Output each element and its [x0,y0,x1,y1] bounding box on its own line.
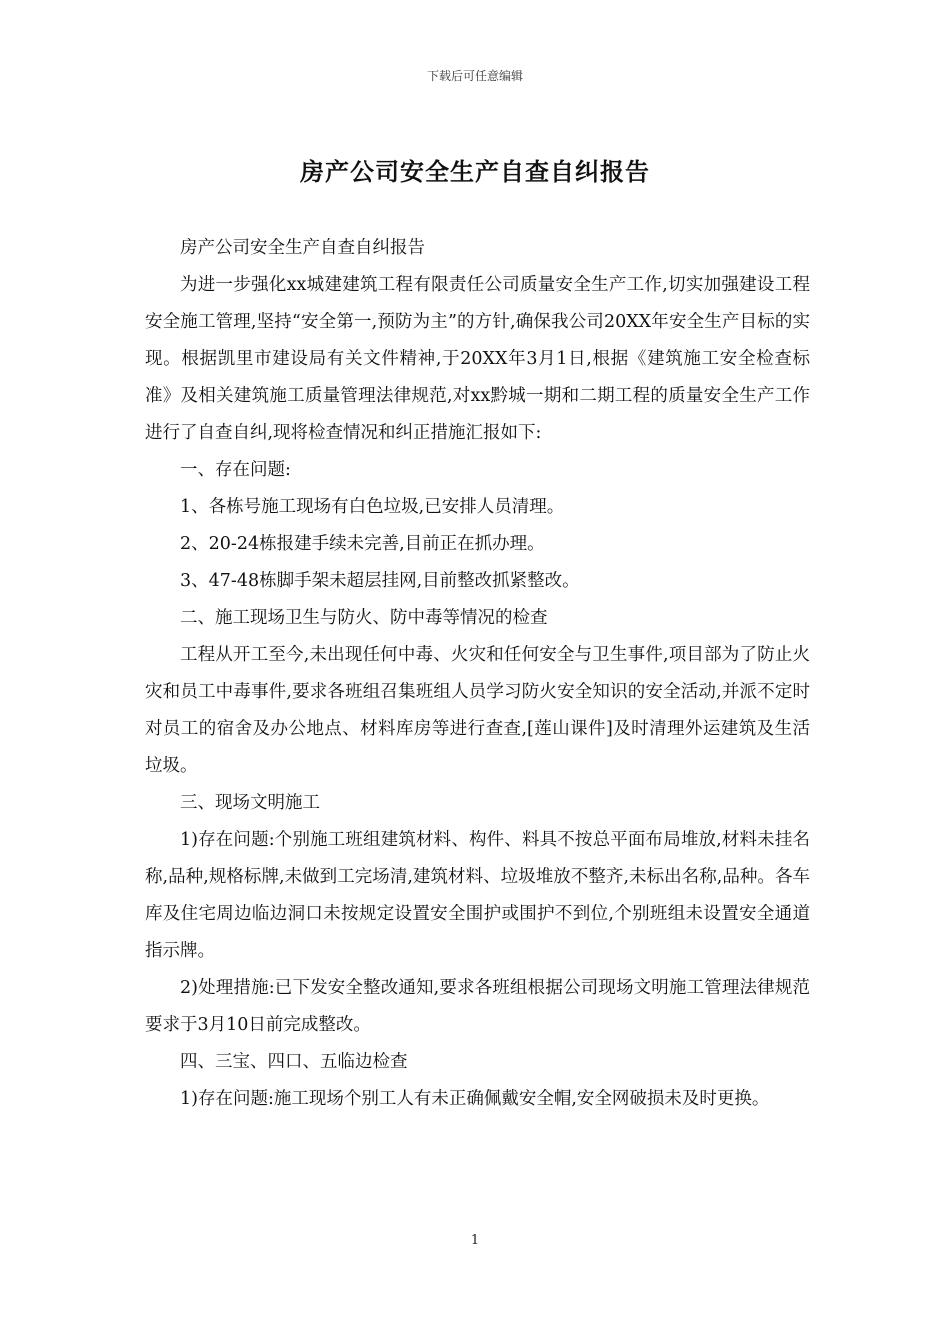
section-heading-safety-check: 四、三宝、四口、五临边检查 [180,1052,408,1072]
document-title: 房产公司安全生产自查自纠报告 [300,158,650,186]
page-number: 1 [470,1233,480,1248]
document-body [145,230,810,1118]
paragraph-subtitle: 房产公司安全生产自查自纠报告 [180,238,425,258]
header-note: 下载后可任意编辑 [426,69,523,83]
paragraph-civilized-measures: 2)处理措施:已下发安全整改通知,要求各班组根据公司现场文明施工管理法律规范要求于3月10日前完成整改。 [145,978,810,1035]
paragraph-hygiene: 工程从开工至今,未出现任何中毒、火灾和任何安全与卫生事件,项目部为了防止火灾和员工中毒事件,要求各班组召集班组人员学习防火安全知识的安全活动,并派不定时对员工的宿舍及办公地点、材料库房等进行查查,[莲山课件]及时清理外运建筑及生活垃圾。 [145,645,810,776]
list-item: 1、各栋号施工现场有白色垃圾,已安排人员清理。 [180,497,565,517]
section-heading-civilized: 三、现场文明施工 [180,793,320,813]
list-item: 3、47-48栋脚手架未超层挂网,目前整改抓紧整改。 [180,571,580,591]
list-item: 2、20-24栋报建手续未完善,目前正在抓办理。 [180,534,545,554]
paragraph-civilized-problems: 1)存在问题:个别施工班组建筑材料、构件、料具不按总平面布局堆放,材料未挂名称,品种,规格标牌,未做到工完场清,建筑材料、垃圾堆放不整齐,未标出名称,品种。各车库及住宅周边临边洞口未按规定设置安全围护或围护不到位,个别班组未设置安全通道指示牌。 [145,830,810,961]
section-heading-hygiene: 二、施工现场卫生与防火、防中毒等情况的检查 [180,608,548,628]
paragraph-safety-problems: 1)存在问题:施工现场个别工人有未正确佩戴安全帽,安全网破损未及时更换。 [180,1089,770,1109]
section-heading-problems: 一、存在问题: [180,460,291,480]
paragraph-intro: 为进一步强化xx城建建筑工程有限责任公司质量安全生产工作,切实加强建设工程安全施工管理,坚持“安全第一,预防为主”的方针,确保我公司20XX年安全生产目标的实现。根据凯里市建设局有关文件精神,于20XX年3月1日,根据《建筑施工安全检查标准》及相关建筑施工质量管理法律规范,对xx黔城一期和二期工程的质量安全生产工作进行了自查自纠,现将检查情况和纠正措施汇报如下: [145,275,810,443]
